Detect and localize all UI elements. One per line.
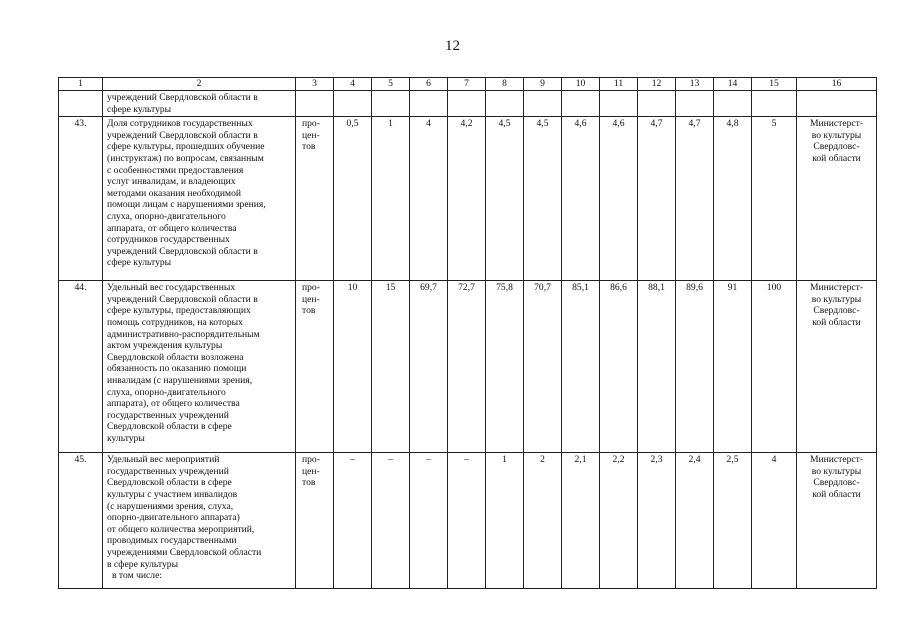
cell-value: 2,5 bbox=[714, 453, 752, 589]
cell-value: 10 bbox=[334, 281, 372, 453]
text-line: государственных учреждений bbox=[107, 465, 229, 477]
text-line: слуха, опорно-двигательного bbox=[107, 210, 226, 222]
table-row bbox=[59, 281, 877, 453]
text-line: обязанность по оказанию помощи bbox=[107, 363, 247, 375]
cell-value: 4,2 bbox=[448, 117, 486, 281]
text-line: в том числе: bbox=[112, 570, 163, 582]
cell-empty bbox=[410, 91, 448, 117]
cell-value: 88,1 bbox=[638, 281, 676, 453]
cell-value: – bbox=[334, 453, 372, 589]
text-line: услуг инвалидам, и владеющих bbox=[107, 176, 236, 188]
text-line: Свердловс- bbox=[813, 305, 860, 317]
cell-responsible bbox=[797, 281, 877, 453]
text-line: про- bbox=[302, 282, 320, 294]
cell-value: 1 bbox=[372, 117, 410, 281]
header-cell-4: 4 bbox=[334, 78, 372, 91]
cell-value: 100 bbox=[752, 281, 797, 453]
cell-value: 2,2 bbox=[600, 453, 638, 589]
text-line: Министерст- bbox=[809, 118, 864, 130]
text-line: помощь сотрудников, на которых bbox=[107, 316, 243, 328]
text-line: государственных учреждений bbox=[107, 409, 229, 421]
header-cell-6: 6 bbox=[410, 78, 448, 91]
text-line: во культуры bbox=[811, 293, 862, 305]
text-line: про- bbox=[302, 454, 320, 466]
cell-empty bbox=[676, 91, 714, 117]
cell-value: 0,5 bbox=[334, 117, 372, 281]
cell-value: 2,4 bbox=[676, 453, 714, 589]
cell-responsible bbox=[797, 117, 877, 281]
text-line: слуха, опорно-двигательного bbox=[107, 386, 226, 398]
text-line: аппарата, от общего количества bbox=[107, 222, 237, 234]
text-line: Доля сотрудников государственных bbox=[107, 118, 253, 130]
cell-value: – bbox=[372, 453, 410, 589]
header-cell-5: 5 bbox=[372, 78, 410, 91]
cell-value: 15 bbox=[372, 281, 410, 453]
text-line: от общего количества мероприятий, bbox=[107, 523, 255, 535]
cell-row-number: 43. bbox=[59, 117, 103, 281]
cell-indicator-name bbox=[103, 281, 296, 453]
cell-empty bbox=[296, 91, 334, 117]
text-line: сотрудников государственных bbox=[107, 234, 230, 246]
header-cell-3: 3 bbox=[296, 78, 334, 91]
continuation-row bbox=[59, 91, 877, 117]
text-line: (инструктаж) по вопросам, связанным bbox=[107, 152, 264, 164]
text-line: Свердловс- bbox=[813, 141, 860, 153]
cell-value: 70,7 bbox=[524, 281, 562, 453]
cell-empty bbox=[372, 91, 410, 117]
text-line: кой области bbox=[812, 152, 861, 164]
text-line: инвалидам (с нарушениями зрения, bbox=[107, 374, 253, 386]
cell-value: 91 bbox=[714, 281, 752, 453]
text-line: с особенностями предоставления bbox=[107, 164, 244, 176]
cell-value: 4 bbox=[752, 453, 797, 589]
text-line: Свердловской области возложена bbox=[107, 351, 244, 363]
header-cell-8: 8 bbox=[486, 78, 524, 91]
table-row bbox=[59, 117, 877, 281]
text-line: аппарата), от общего количества bbox=[107, 398, 240, 410]
text-line: Министерст- bbox=[809, 282, 864, 294]
cell-value: 72,7 bbox=[448, 281, 486, 453]
cell-value: 4,8 bbox=[714, 117, 752, 281]
text-line: (с нарушениями зрения, слуха, bbox=[107, 500, 234, 512]
text-line: тов bbox=[302, 141, 316, 153]
cell-value: 4,7 bbox=[676, 117, 714, 281]
text-line: учреждений Свердловской области в bbox=[107, 129, 258, 141]
text-line: цен- bbox=[302, 465, 320, 477]
text-line: Свердловской области в сфере bbox=[107, 477, 232, 489]
cell-empty bbox=[752, 91, 797, 117]
text-line: культуры bbox=[107, 432, 145, 444]
cell-value: 86,6 bbox=[600, 281, 638, 453]
cell-value: – bbox=[410, 453, 448, 589]
header-row bbox=[59, 78, 877, 91]
text-line: актом учреждения культуры bbox=[107, 340, 223, 352]
header-cell-15: 15 bbox=[752, 78, 797, 91]
header-cell-10: 10 bbox=[562, 78, 600, 91]
cell-unit bbox=[296, 117, 334, 281]
text-line: Министерст- bbox=[809, 454, 864, 466]
cell-value: 1 bbox=[486, 453, 524, 589]
text-line: учреждений Свердловской области в bbox=[107, 92, 258, 103]
indicators-table bbox=[58, 77, 877, 589]
text-line: сфере культуры bbox=[107, 103, 172, 115]
cell-responsible bbox=[797, 453, 877, 589]
cell-value: 2,3 bbox=[638, 453, 676, 589]
text-line: учреждениями Свердловской области bbox=[107, 546, 262, 558]
cell-value: 2,1 bbox=[562, 453, 600, 589]
cell-empty bbox=[334, 91, 372, 117]
header-cell-9: 9 bbox=[524, 78, 562, 91]
text-line: Удельный вес мероприятий bbox=[107, 454, 220, 466]
cell-value: 85,1 bbox=[562, 281, 600, 453]
cell-empty bbox=[797, 91, 877, 117]
cell-indicator-name bbox=[103, 453, 296, 589]
cell-value: 75,8 bbox=[486, 281, 524, 453]
text-line: учреждений Свердловской области в bbox=[107, 293, 258, 305]
cell-value: 4,5 bbox=[524, 117, 562, 281]
cell-empty bbox=[600, 91, 638, 117]
text-line: в сфере культуры bbox=[107, 558, 179, 570]
cell-unit bbox=[296, 453, 334, 589]
cell-value: 4 bbox=[410, 117, 448, 281]
text-line: цен- bbox=[302, 129, 320, 141]
text-line: тов bbox=[302, 305, 316, 317]
header-cell-11: 11 bbox=[600, 78, 638, 91]
text-line: методами оказания необходимой bbox=[107, 187, 242, 199]
header-cell-14: 14 bbox=[714, 78, 752, 91]
cell-empty bbox=[562, 91, 600, 117]
text-line: учреждений Свердловской области в bbox=[107, 245, 258, 257]
cell-value: 89,6 bbox=[676, 281, 714, 453]
cell-empty bbox=[638, 91, 676, 117]
cell-empty bbox=[714, 91, 752, 117]
cell-value: – bbox=[448, 453, 486, 589]
cell-value: 2 bbox=[524, 453, 562, 589]
cell-indicator-name bbox=[103, 91, 296, 117]
header-cell-13: 13 bbox=[676, 78, 714, 91]
text-line: помощи лицам с нарушениями зрения, bbox=[107, 199, 266, 211]
cell-unit bbox=[296, 281, 334, 453]
header-cell-2: 2 bbox=[103, 78, 296, 91]
text-line: сфере культуры, прошедших обучение bbox=[107, 141, 265, 153]
cell-empty bbox=[524, 91, 562, 117]
text-line: во культуры bbox=[811, 465, 862, 477]
cell-empty bbox=[448, 91, 486, 117]
text-line: кой области bbox=[812, 316, 861, 328]
header-cell-12: 12 bbox=[638, 78, 676, 91]
cell-indicator-name bbox=[103, 117, 296, 281]
text-line: Свердловс- bbox=[813, 477, 860, 489]
cell-value: 4,7 bbox=[638, 117, 676, 281]
text-line: опорно-двигательного аппарата) bbox=[107, 512, 240, 524]
header-cell-1: 1 bbox=[59, 78, 103, 91]
cell-value: 69,7 bbox=[410, 281, 448, 453]
cell-row-number: 45. bbox=[59, 453, 103, 589]
cell-value: 4,6 bbox=[600, 117, 638, 281]
text-line: Свердловской области в сфере bbox=[107, 421, 232, 433]
cell-value: 4,5 bbox=[486, 117, 524, 281]
text-line: Удельный вес государственных bbox=[107, 282, 236, 294]
header-cell-16: 16 bbox=[797, 78, 877, 91]
cell-num bbox=[59, 91, 103, 117]
text-line: цен- bbox=[302, 293, 320, 305]
cell-value: 5 bbox=[752, 117, 797, 281]
text-line: кой области bbox=[812, 488, 861, 500]
text-line: административно-распорядительным bbox=[107, 328, 260, 340]
text-line: проводимых государственными bbox=[107, 535, 237, 547]
text-line: во культуры bbox=[811, 129, 862, 141]
text-line: сфере культуры, предоставляющих bbox=[107, 305, 251, 317]
text-line: про- bbox=[302, 118, 320, 130]
page-number: 12 bbox=[445, 38, 460, 54]
header-cell-7: 7 bbox=[448, 78, 486, 91]
text-line: сфере культуры bbox=[107, 257, 172, 269]
text-line: тов bbox=[302, 477, 316, 489]
cell-value: 4,6 bbox=[562, 117, 600, 281]
table-row bbox=[59, 453, 877, 589]
text-line: культуры с участием инвалидов bbox=[107, 488, 238, 500]
cell-empty bbox=[486, 91, 524, 117]
cell-row-number: 44. bbox=[59, 281, 103, 453]
